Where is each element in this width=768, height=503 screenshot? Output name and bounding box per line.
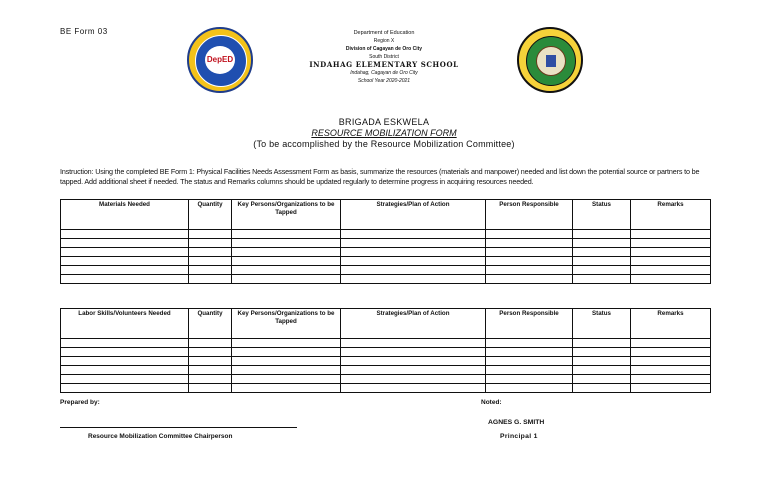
signature-line[interactable] bbox=[60, 427, 297, 428]
col-header-remarks: Remarks bbox=[631, 309, 711, 339]
col-header-materials: Materials Needed bbox=[61, 200, 189, 230]
noted-label: Noted: bbox=[481, 399, 502, 406]
col-header-quantity: Quantity bbox=[189, 200, 232, 230]
form-code: BE Form 03 bbox=[60, 27, 108, 36]
table-row bbox=[61, 375, 711, 384]
form-title bbox=[0, 117, 768, 150]
table-row bbox=[61, 275, 711, 284]
school-header bbox=[284, 29, 484, 85]
table-row bbox=[61, 248, 711, 257]
region-label: Region X bbox=[373, 38, 395, 44]
title-form-name: RESOURCE MOBILIZATION FORM bbox=[311, 128, 457, 138]
district-label: South District bbox=[369, 54, 399, 60]
prepared-by-role: Resource Mobilization Committee Chairperson bbox=[88, 433, 233, 440]
table-row bbox=[61, 348, 711, 357]
school-address: Indahag, Cagayan de Oro City bbox=[350, 70, 418, 76]
table-row bbox=[61, 357, 711, 366]
division-label: Division of Cagayan de Oro City bbox=[345, 46, 423, 52]
materials-table bbox=[60, 199, 711, 284]
table-row bbox=[61, 266, 711, 275]
prepared-by-label: Prepared by: bbox=[60, 399, 100, 406]
school-name: INDAHAG ELEMENTARY SCHOOL bbox=[309, 60, 459, 69]
noted-by-role: Principal 1 bbox=[500, 433, 538, 440]
school-seal-logo bbox=[517, 27, 583, 93]
school-seal-center bbox=[536, 46, 566, 76]
col-header-person-responsible: Person Responsible bbox=[486, 309, 573, 339]
col-header-labor-skills: Labor Skills/Volunteers Needed bbox=[61, 309, 189, 339]
department-label: Department of Education bbox=[353, 30, 415, 36]
col-header-person-responsible: Person Responsible bbox=[486, 200, 573, 230]
table-row bbox=[61, 339, 711, 348]
table-row bbox=[61, 230, 711, 239]
col-header-key-persons: Key Persons/Organizations to be Tapped bbox=[232, 200, 341, 230]
col-header-remarks: Remarks bbox=[631, 200, 711, 230]
col-header-status: Status bbox=[573, 309, 631, 339]
school-year: School Year 2020-2021 bbox=[357, 78, 411, 84]
table-row bbox=[61, 239, 711, 248]
table-row bbox=[61, 257, 711, 266]
col-header-quantity: Quantity bbox=[189, 309, 232, 339]
col-header-key-persons: Key Persons/Organizations to be Tapped bbox=[232, 309, 341, 339]
labor-table bbox=[60, 308, 711, 393]
deped-seal-logo bbox=[187, 27, 253, 93]
deped-seal-center: DepED bbox=[205, 46, 235, 74]
table-row bbox=[61, 384, 711, 393]
title-program: BRIGADA ESKWELA bbox=[338, 117, 430, 127]
instruction-text: Instruction: Using the completed BE Form 1: Physical Facilities Needs Assessment Form as basis, summarize the resources (materials and manpower) needed and list down the potential source or partners to be tapped. Add additional sheet if needed. The status and Remarks columns should be updated regularly to determine progress in acquiring resources needed. bbox=[60, 167, 700, 186]
col-header-strategies: Strategies/Plan of Action bbox=[341, 200, 486, 230]
col-header-strategies: Strategies/Plan of Action bbox=[341, 309, 486, 339]
col-header-status: Status bbox=[573, 200, 631, 230]
table-row bbox=[61, 366, 711, 375]
noted-by-name: AGNES G. SMITH bbox=[488, 419, 545, 426]
title-subtitle: (To be accomplished by the Resource Mobilization Committee) bbox=[253, 139, 515, 149]
